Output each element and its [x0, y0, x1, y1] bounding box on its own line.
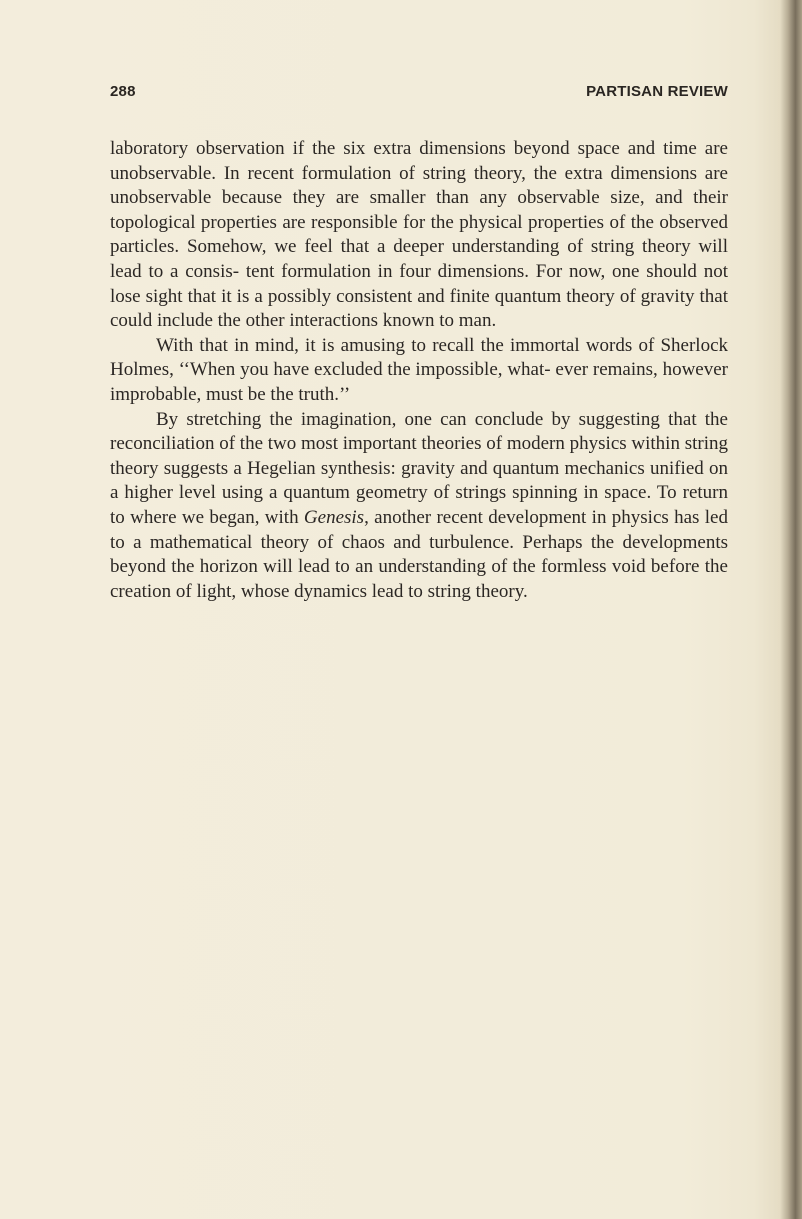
genesis-title: Genesis — [303, 506, 365, 528]
article-body — [110, 137, 728, 604]
journal-title: PARTISAN REVIEW — [586, 83, 728, 100]
page-number: 288 — [110, 83, 136, 100]
paragraph-2: With that in mind, it is amusing to recall the immortal words of Sherlock Holmes, ‘‘When you have excluded the impossible, what- ever remains, however improbable, must be the truth.’’ — [110, 334, 728, 405]
paragraph-3-text-end: , another recent development in physics has led to a mathematical theory of chaos and turbulence. Perhaps the developments beyond the horizon will lead to an understanding of the formless void before the creation of light, whose dynamics lead to string theory. — [110, 506, 728, 602]
paragraph-3 — [110, 408, 728, 605]
running-head — [110, 83, 728, 105]
paragraph-3-text-start: By stretching the imagination, one can conclude by suggesting that the reconciliation of the two most important theories of modern physics within string theory suggests a Hegelian synthesis: gravity and quantum mechanics unified on a higher level using a quantum geometry of strings spinning in space. To return to where we began, with — [110, 408, 728, 528]
page-edge-shadow — [780, 0, 802, 1219]
paragraph-1: laboratory observation if the six extra dimensions beyond space and time are unobservable. In recent formulation of string theory, the extra dimensions are unobservable because they are smaller than any observable size, and their topological properties are responsible for the physical properties of the observed particles. Somehow, we feel that a deeper understanding of string theory will lead to a consis- tent formulation in four dimensions. For now, one should not lose sight that it is a possibly consistent and finite quantum theory of gravity that could include the other interactions known to man. — [110, 138, 728, 332]
